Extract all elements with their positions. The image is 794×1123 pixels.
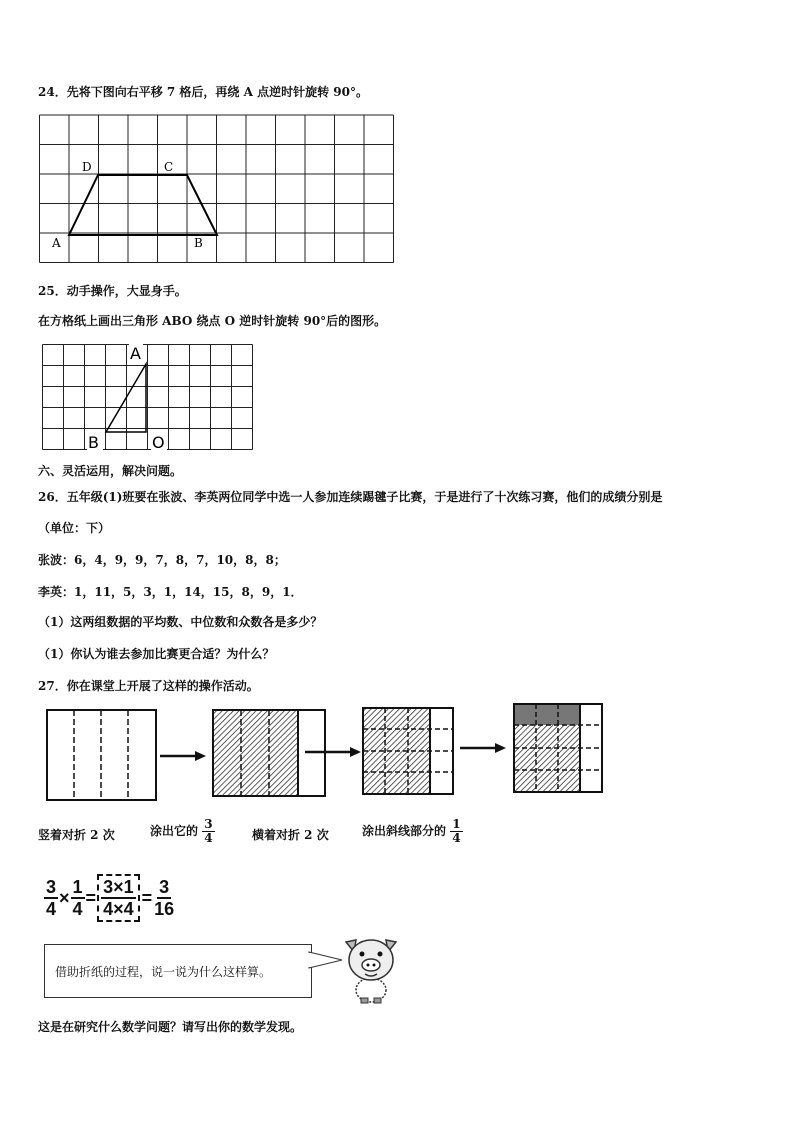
label-A: A [52, 236, 61, 250]
q24-grid [38, 113, 396, 267]
label-B: B [194, 236, 203, 250]
q24-title: 24．先将下图向右平移 7 格后，再绕 A 点逆时针旋转 90°。 [38, 85, 368, 99]
q26-sub1: （1）这两组数据的平均数、中位数和众数各是多少？ [38, 615, 323, 629]
q27-question: 这是在研究什么数学问题？请写出你的数学发现。 [38, 1020, 303, 1034]
arrow-2 [305, 747, 361, 757]
q26-title: 26．五年级(1)班要在张波、李英两位同学中选一人参加连续踢毽子比赛，于是进行了十次练习赛，他们的成绩分别是 [38, 490, 663, 504]
caption-step4: 涂出斜线部分的 $\frac{1}{4}$ [362, 817, 461, 845]
speech-bubble: 借助折纸的过程，说一说为什么这样算。 [44, 944, 312, 998]
q25-grid [41, 343, 256, 455]
section6-title: 六、灵活运用，解决问题。 [38, 464, 183, 478]
panel-fold-vertical [47, 710, 156, 800]
trapezoid-abcd [69, 175, 217, 235]
q27-title: 27．你在课堂上开展了这样的操作活动。 [38, 679, 259, 693]
caption-step3: 横着对折 2 次 [252, 828, 329, 842]
label-C: C [164, 160, 174, 174]
fraction-equation: $\frac{3}{4}$ × $\frac{1}{4}$ = $\frac{3\times 1}{4\times 4}$ = $\frac{3}{16}$ [44, 874, 174, 922]
q26-zhangbo: 张波：6，4，9，9，7，8，7，10，8，8； [38, 553, 286, 567]
label-O: O [152, 433, 165, 452]
q25-instruction: 在方格纸上画出三角形 ABO 绕点 O 逆时针旋转 90°后的图形。 [38, 314, 387, 328]
q26-sub2: （1）你认为谁去参加比赛更合适？为什么？ [38, 647, 275, 661]
panel-fold-horizontal [363, 708, 453, 794]
arrow-3 [460, 743, 506, 753]
q26-unit: （单位：下） [38, 521, 111, 535]
q25-title: 25．动手操作，大显身手。 [38, 284, 187, 298]
q26-liying: 李英：1，11，5，3，1，14，15，8，9，1． [38, 585, 303, 599]
folding-diagram [40, 700, 610, 805]
pig-mascot-icon [338, 932, 404, 1004]
caption-step1: 竖着对折 2 次 [38, 828, 115, 842]
label-B: B [88, 433, 99, 452]
label-D: D [82, 160, 92, 174]
caption-step2: 涂出它的 $\frac{3}{4}$ [150, 817, 213, 845]
arrow-1 [160, 751, 206, 761]
panel-shade-one-quarter [514, 704, 602, 792]
label-A: A [130, 344, 141, 363]
